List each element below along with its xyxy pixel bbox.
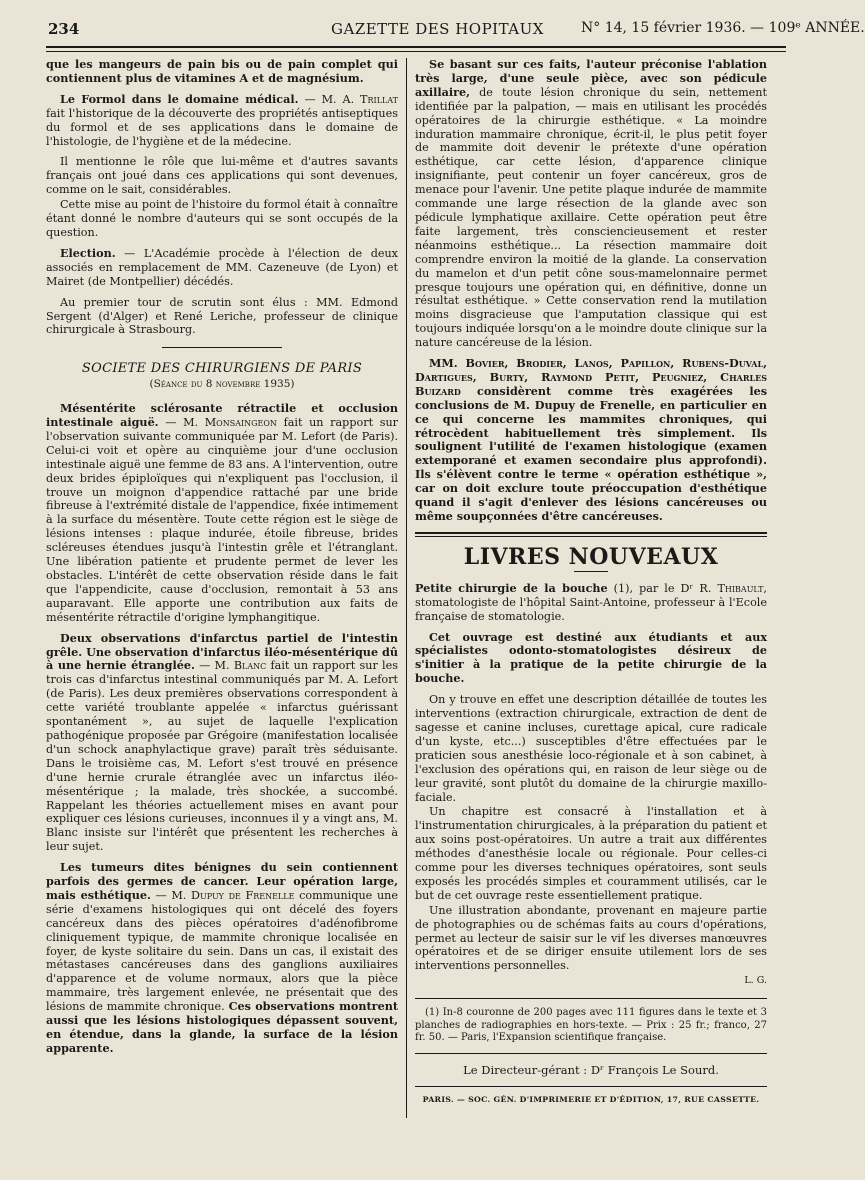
left-column [46,58,398,1063]
signature: L. G. [744,975,767,987]
separator [574,571,608,572]
paragraph: MM. Bovier, Brodier, Lanos, Papillon, Rubens-Duval, Dartigues, Burty, Raymond Petit, Peugniez, Charles Buizard considèrent comme très exagérées les conclusions de M. Dupuy de Frenelle, en particulier en ce qui concerne les mammites chroniques, qui rétrocèdent habituellement très simplement. Ils soulignent l'utilité de l'examen histologique (examen extemporané et examen secondaire plus approfondi). Ils s'élèvent contre le terme « opération esthétique », car on doit exclure toute préoccupation d'esthétique quand il s'agit d'enlever des lésions cancéreuses ou même soupçonnées d'être cancéreuses. [415,356,767,523]
section-rule [415,532,767,537]
infarctus-article: Deux observations d'infarctus partiel de l'intestin grêle. Une observation d'infarctus iléo-mésentérique dû à une hernie étranglée. — M. Blanc fait un rapport sur les trois cas d'infarctus intestinal communiqués par M. A. Lefort (de Paris). Les deux premières observations correspondent à cette variété troublante appelée « infarctus guérissant spontanément », au sujet de laquelle l'explication pathogénique proposée par Grégoire (manifestation localisée d'un schock anaphylactique grave) paraît très séduisante. Dans le troisième cas, M. Lefort s'est trouvé en présence d'une hernie crurale étranglée avec un infarctus iléo-mésentérique ; la malade, très shockée, a succombé. Rappelant les théories actuellement mises en avant pour expliquer ces lésions curieuses, inconnues il y a vingt ans, M. Blanc insiste sur l'intérêt que présentent les recherches à leur sujet. [46,630,398,854]
election-article: Election. — L'Académie procède à l'élection de deux associés en remplacement de MM. Cazeneuve (de Lyon) et Mairet (de Montpellier) décédés. [46,245,398,288]
article-title: Les tumeurs dites bénignes du sein contiennent parfois des germes de cancer. Leur opération large, mais esthétique. [46,860,398,902]
section-session: (Séance du 8 novembre 1935) [149,378,295,391]
book-entry: Petite chirurgie de la bouche (1), par le Dʳ R. Thibault, stomatologiste de l'hôpital Saint-Antoine, professeur à l'Ecole française de stomatologie. [415,580,767,623]
paragraph: Cet ouvrage est destiné aux étudiants et aux spécialistes odonto-stomatologistes désireux de s'initier à la pratique de la petite chirurgie de la bouche. [415,629,767,686]
article-author: M. Dupuy de Frenelle [171,888,295,902]
paragraph: Une illustration abondante, provenant en majeure partie de photographies ou de schémas faits au cours d'opérations, permet au lecteur de saisir sur le vif les diverses manœuvres opératoires et de se diriger ensuite utilement lors de ses interventions personnelles. [415,903,767,973]
paragraph: Il mentionne le rôle que lui-même et d'autres savants français ont joué dans ces applications qui sont devenues, comme on le sait, considérables. [46,155,398,197]
article-author: M. Monsaingeon [183,416,277,430]
right-column [415,58,767,1107]
footnote: (1) In-8 couronne de 200 pages avec 111 figures dans le texte et 3 planches de radiographies en hors-texte. — Prix : 25 fr.; franco, 27 fr. 50. — Paris, l'Expansion scientifique française. [415,1007,767,1044]
article-title: Le Formol dans le domaine médical. [60,91,299,106]
article-title: Mésentérite sclérosante rétractile et occlusion intestinale aiguë. [46,401,398,430]
formol-article: Le Formol dans le domaine médical. — M. A. Trillat fait l'historique de la découverte des propriétés antiseptiques du formol et de ses applications dans le domaine de l'histologie, de l'hygiène et de la médecine. [46,91,399,148]
separator [415,1053,767,1054]
header-rule-thin [46,51,786,52]
paragraph: Se basant sur ces faits, l'auteur préconise l'ablation très large, d'une seule pièce, avec son pédicule axillaire, de toute lésion chronique du sein, nettement identifiée par la palpation, — mais en utilisant les procédés opératoires de la chirurgie esthétique. « La moindre induration mammaire chronique, écrit-il, le plus petit foyer de mammite doit devenir le prétexte d'une opération esthétique, car cette lésion, d'apparence clinique insignifiante, peut contenir un foyer cancéreux, gros de menace pour l'avenir. Une petite plaque indurée de mammite commande une large résection de la glande avec son pédicule lymphatique axillaire. Cette opération peut être faite largement, très consciencieusement et rester néanmoins esthétique... La résection mammaire doit comprendre environ la moitié de la glande. La conservation du mamelon et d'un petit cône sous-mamelonnaire permet presque toujours une opération qui, en définitive, donne un résultat esthétique. » Cette conservation rend la mutilation moins disgracieuse que l'amputation classique qui est toujours indiquée lorsqu'on a le moindre doute clinique sur la nature cancéreuse de la lésion. [415,57,767,350]
column-divider [406,58,407,1118]
separator [415,1086,767,1087]
paragraph: que les mangeurs de pain bis ou de pain complet qui contiennent plus de vitamines A et de magnésium. [46,57,398,85]
page-number: 234 [48,20,80,38]
section-title: SOCIETE DES CHIRURGIENS DE PARIS [81,361,363,377]
livres-title: LIVRES NOUVEAUX [463,543,719,570]
paragraph: Cette mise au point de l'histoire du formol était à connaître étant donné le nombre d'auteurs qui se sont occupés de la question. [46,198,398,239]
book-author: Thibault, [717,581,767,595]
director-line: Le Directeur-gérant : Dʳ François Le Sourd. [463,1062,719,1077]
footnote-rule [415,998,767,999]
journal-title: GAZETTE DES HOPITAUX [331,20,544,38]
tumeurs-article: Les tumeurs dites bénignes du sein contiennent parfois des germes de cancer. Leur opération large, mais esthétique. — M. Dupuy de Frenelle communique une série d'examens histologiques qui ont décelé des foyers cancéreux dans des pièces opératoires d'adénofibrome cliniquement typique, de mammite chronique localisée en foyer, de kyste solitaire du sein. Dans un cas, il existait des métastases cancéreuses dans des ganglions auxiliaires d'apparence et de volume normaux, alors que la pièce mammaire, très largement enlevée, ne présentait que des lésions de mammite chronique. Ces observations montrent aussi que les lésions histologiques dépassent souvent, en étendue, dans la glande, la surface de la lésion apparente. [46,860,398,1055]
paragraph: Au premier tour de scrutin sont élus : MM. Edmond Sergent (d'Alger) et René Leriche, professeur de clinique chirurgicale à Strasbourg. [46,295,398,337]
paragraph: Un chapitre est consacré à l'installation et à l'instrumentation chirurgicales, à la préparation du patient et aux soins post-opératoires. Un autre a trait aux différentes méthodes d'anesthésie locale ou régionale. Pour celles-ci comme pour les diverses techniques opératoires, sont seuls exposés les procédés simples et couramment utilisés, car le but de cet ouvrage reste essentiellement pratique. [415,805,767,902]
issue-info: N° 14, 15 février 1936. — 109ᵉ ANNÉE. [581,20,865,36]
book-title: Petite chirurgie de la bouche [415,580,608,595]
header-rule [46,46,786,48]
article-title: Deux observations d'infarctus partiel de l'intestin grêle. Une observation d'infarctus iléo-mésentérique dû à une hernie étranglée. [46,630,398,673]
author-list: MM. Bovier, Brodier, Lanos, Papillon, Rubens-Duval, Dartigues, Burty, Raymond Petit, Peugniez, Charles Buizard [415,356,767,398]
separator [162,347,282,348]
article-author: M. Blanc [214,659,267,673]
article-title: Election. [60,245,116,260]
mesenterite-article: Mésentérite sclérosante rétractile et occlusion intestinale aiguë. — M. Monsaingeon fait un rapport sur l'observation suivante communiquée par M. Lefort (de Paris). Celui-ci voit et opère au cinquième jour d'une occlusion intestinale aiguë une femme de 83 ans. A l'intervention, outre deux brides épiploïques qui n'expliquent pas l'occlusion, il trouve un moignon d'appendice rattaché par une bride fibreuse à l'extrémité distale de l'appendice, fixée intimement à la surface du mésentère. Toute cette région est le siège de lésions intenses : plaque indurée, étoile fibreuse, brides scléreuses étendues jusqu'à l'intestin grêle et l'étranglant. Une libération patiente et prudente permet de lever les obstacles. L'intérêt de cette observation réside dans le fait que l'appendicite, cause d'occlusion, remontait à 53 ans auparavant. Elle apporte une contribution aux faits de mésentérite rétractile d'origine lymphangitique. [46,401,398,624]
printer-line: PARIS. — SOC. GÉN. D'IMPRIMERIE ET D'ÉDITION, 17, RUE CASSETTE. [422,1094,760,1104]
page-header [46,20,865,44]
paragraph: On y trouve en effet une description détaillée de toutes les interventions (extraction chirurgicale, extraction de dent de sagesse et canine incluses, curettage apical, cure radicale d'un kyste, etc...) susceptibles d'être effectuées par le praticien sous anesthésie loco-régionale et à son cabinet, à l'exclusion des opérations qui, en raison de leur siège ou de leur gravité, sont plutôt du domaine de la chirurgie maxillo-faciale. [415,693,767,804]
article-author: M. A. Trillat [321,92,399,106]
